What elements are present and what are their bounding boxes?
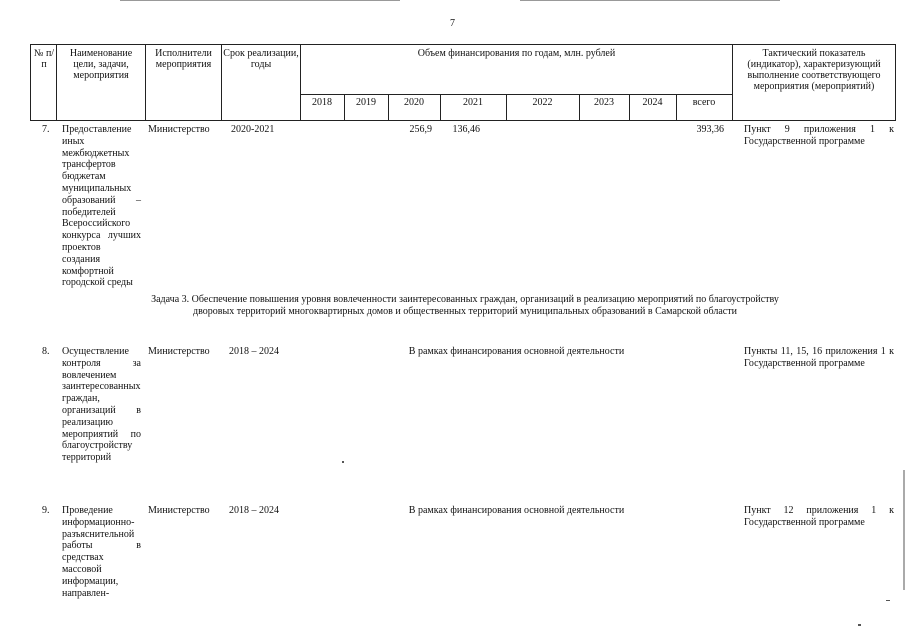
year-2023: 2023: [594, 97, 614, 108]
row-term: 2020-2021: [231, 124, 275, 135]
row-number: 8.: [42, 346, 50, 357]
header-indicator: Тактический показатель (индикатор), характеризующий выполнение соответствующего мероприятия (мероприятий): [747, 48, 881, 92]
row-executor: Министерство: [148, 124, 210, 135]
year-2022: 2022: [532, 97, 553, 108]
year-2024: 2024: [642, 97, 663, 108]
row-name: Осуществление контроля за вовлечением заинтересованных граждан, организаций в реализацию мероприятий по благоустройству территорий: [62, 346, 141, 464]
row-indicator: Пункт 12 приложения 1 к Государственной программе: [744, 505, 894, 528]
row-term: 2018 – 2024: [229, 346, 279, 357]
value-2020: 256,9: [409, 124, 432, 135]
financing-note: В рамках финансирования основной деятельности: [408, 505, 625, 516]
header-executors: Исполнители мероприятия: [155, 48, 212, 70]
row-executor: Министерство: [148, 346, 210, 357]
value-2021: 136,46: [452, 124, 480, 135]
row-name: Проведение информационно-разъяснительной работы в средствах массовой информации, направлен-: [62, 505, 141, 599]
task-heading: Задача 3. Обеспечение повышения уровня вовлеченности заинтересованных граждан, организаций в реализацию мероприятий по благоустройству дворовых территорий многоквартирных домов и общественных территорий муниципальных образований в Самарской области: [151, 294, 779, 317]
year-total: всего: [692, 97, 716, 108]
row-indicator: Пункты 11, 15, 16 приложения 1 к Государственной программе: [744, 346, 894, 369]
row-number: 7.: [42, 124, 50, 135]
financing-note: В рамках финансирования основной деятельности: [408, 346, 625, 357]
row-indicator: Пункт 9 приложения 1 к Государственной программе: [744, 124, 894, 147]
header-num: № п/п: [33, 48, 55, 70]
value-total: 393,36: [696, 124, 724, 135]
year-2021: 2021: [463, 97, 483, 108]
row-executor: Министерство: [148, 505, 210, 516]
year-2020: 2020: [404, 97, 424, 108]
row-term: 2018 – 2024: [229, 505, 279, 516]
page-number: 7: [450, 18, 455, 29]
year-2018: 2018: [312, 97, 332, 108]
header-financing: Объем финансирования по годам, млн. рублей: [417, 48, 616, 59]
year-2019: 2019: [356, 97, 376, 108]
row-name: Предоставление иных межбюджетных трансфертов бюджетам муниципальных образований – победителей Всероссийского конкурса лучших проектов создания комфортной городской среды: [62, 124, 141, 289]
header-term: Срок реализации, годы: [223, 48, 299, 70]
header-name: Наименование цели, задачи, мероприятия: [69, 48, 133, 81]
row-number: 9.: [42, 505, 50, 516]
